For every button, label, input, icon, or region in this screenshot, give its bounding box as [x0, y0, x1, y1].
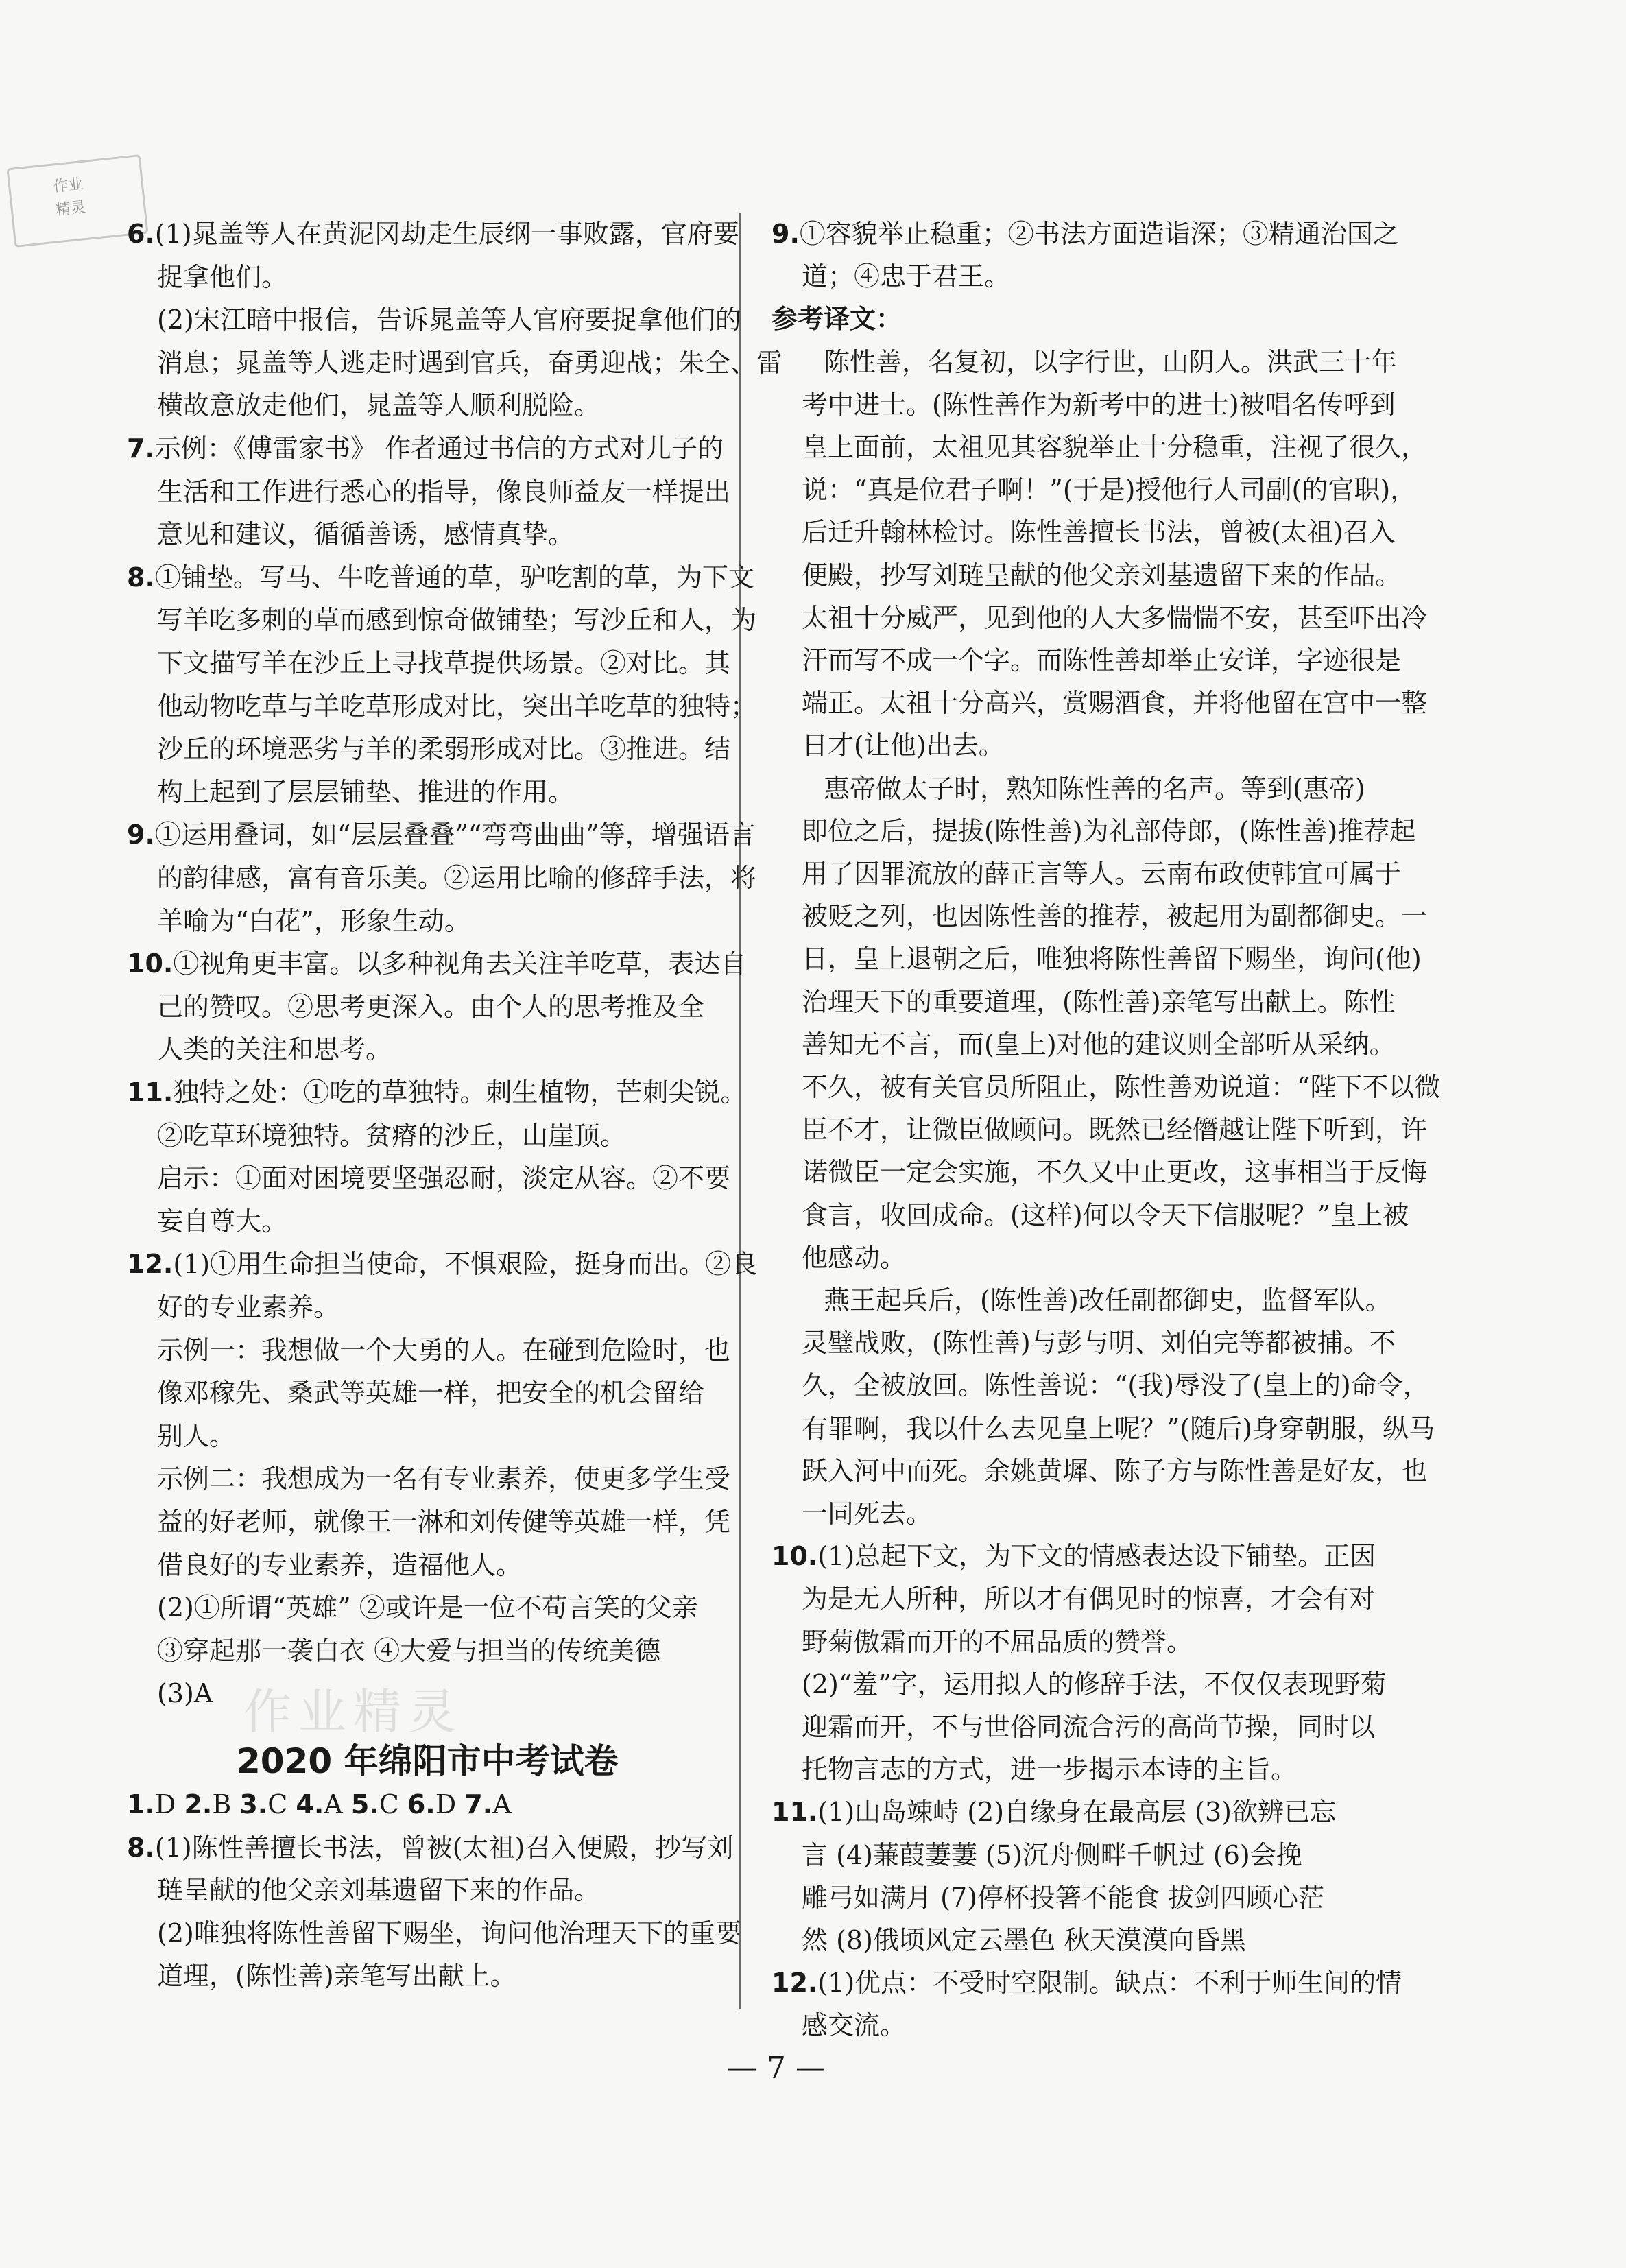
answer-line: (2)①所谓“英雄” ②或许是一位不苟言笑的父亲: [157, 1592, 698, 1623]
right-answer-line: 陈性善，名复初，以字行世，山阴人。洪武三十年: [772, 346, 1398, 377]
exam-answer-line: (2)唯独将陈性善留下赐坐，询问他治理天下的重要: [157, 1918, 741, 1948]
answer-line: 9.①运用叠词，如“层层叠叠”“弯弯曲曲”等，增强语言: [127, 820, 756, 850]
right-answer-line: 即位之后，提拔(陈性善)为礼部侍郎，(陈性善)推荐起: [802, 815, 1416, 846]
right-answer-line: 便殿，抄写刘琏呈献的他父亲刘基遗留下来的作品。: [802, 560, 1402, 590]
stamp-text-1: 作业: [52, 176, 84, 196]
section-title: 2020 年绵阳市中考试卷: [237, 1741, 619, 1781]
right-answer-line: 托物言志的方式，进一步揭示本诗的主旨。: [802, 1754, 1298, 1785]
answer-line: 借良好的专业素养，造福他人。: [157, 1549, 523, 1580]
right-answer-line: 感交流。: [802, 2010, 907, 2041]
right-answer-line: 言 (4)蒹葭萋萋 (5)沉舟侧畔千帆过 (6)会挽: [802, 1839, 1302, 1870]
right-answer-line: 后迁升翰林检讨。陈性善擅长书法，曾被(太祖)召入: [802, 517, 1396, 548]
right-answer-line: 参考译文：: [772, 304, 902, 335]
right-answer-line: 皇上面前，太祖见其容貌举止十分稳重，注视了很久，: [802, 432, 1428, 462]
answer-line: 沙丘的环境恶劣与羊的柔弱形成对比。③推进。结: [157, 734, 731, 765]
right-answer-line: 12.(1)优点：不受时空限制。缺点：不利于师生间的情: [772, 1968, 1402, 1998]
answer-line: ③穿起那一袭白衣 ④大爱与担当的传统美德: [157, 1635, 661, 1666]
answer-line: 8.①铺垫。写马、牛吃普通的草，驴吃割的草，为下文: [127, 562, 754, 593]
answer-line: 好的专业素养。: [157, 1292, 340, 1322]
answer-line: 消息；晁盖等人逃走时遇到官兵，奋勇迎战；朱仝、雷: [157, 347, 783, 378]
right-answer-line: 然 (8)俄顷风定云墨色 秋天漠漠向昏黑: [802, 1925, 1246, 1955]
right-answer-line: 日才(让他)出去。: [802, 730, 1005, 761]
answer-line: 捉拿他们。: [157, 261, 288, 292]
right-answer-line: 他感动。: [802, 1242, 907, 1273]
exam-answer-line: 琏呈献的他父亲刘基遗留下来的作品。: [157, 1875, 601, 1905]
page-number: — 7 —: [727, 2051, 826, 2086]
right-answer-line: 汗而写不成一个字。而陈性善却举止安详，字迹很是: [802, 645, 1402, 676]
answer-line: 生活和工作进行悉心的指导，像良师益友一样提出: [157, 476, 731, 507]
right-answer-line: 野菊傲霜而开的不屈品质的赞誉。: [802, 1626, 1193, 1657]
right-answer-line: 迎霜而开，不与世俗同流合污的高尚节操，同时以: [802, 1712, 1376, 1742]
answer-line: 写羊吃多刺的草而感到惊奇做铺垫；写沙丘和人，为: [157, 605, 757, 636]
right-answer-line: 端正。太祖十分高兴，赏赐酒食，并将他留在宫中一整: [802, 688, 1428, 719]
right-answer-line: 久，全被放回。陈性善说：“(我)辱没了(皇上的)命令，: [802, 1370, 1429, 1401]
answer-line: 下文描写羊在沙丘上寻找草提供场景。②对比。其: [157, 648, 731, 678]
right-answer-line: 臣不才，让微臣做顾问。既然已经僭越让陛下听到，许: [802, 1114, 1428, 1145]
answer-line: 启示：①面对困境要坚强忍耐，淡定从容。②不要: [157, 1163, 731, 1194]
answer-line: 的韵律感，富有音乐美。②运用比喻的修辞手法，将: [157, 863, 757, 893]
answer-line: 益的好老师，就像王一淋和刘传健等英雄一样，凭: [157, 1507, 731, 1537]
right-answer-line: 燕王起兵后，(陈性善)改任副都御史，监督军队。: [772, 1285, 1391, 1315]
answer-line: 6.(1)晁盖等人在黄泥冈劫走生辰纲一事败露，官府要: [127, 219, 739, 249]
right-answer-line: 为是无人所种，所以才有偶见时的惊喜，才会有对: [802, 1584, 1376, 1614]
stamp-text-2: 精灵: [54, 198, 87, 219]
right-answer-line: 被贬之列，也因陈性善的推荐，被起用为副都御史。一: [802, 901, 1428, 932]
right-answer-line: 不久，被有关官员所阻止，陈性善劝说道：“陛下不以微: [802, 1072, 1441, 1102]
answer-line: 别人。: [157, 1420, 236, 1451]
right-answer-line: 10.(1)总起下文，为下文的情感表达设下铺垫。正因: [772, 1541, 1376, 1572]
right-answer-line: 用了因罪流放的薛正言等人。云南布政使韩宜可属于: [802, 859, 1402, 889]
answer-line: 意见和建议，循循善诱，感情真挚。: [157, 519, 575, 550]
answer-line: 示例一：我想做一个大勇的人。在碰到危险时，也: [157, 1335, 731, 1365]
answer-line: 7.示例：《傅雷家书》 作者通过书信的方式对儿子的: [127, 433, 724, 464]
exam-answer-line: 8.(1)陈性善擅长书法，曾被(太祖)召入便殿，抄写刘: [127, 1832, 734, 1863]
answer-line: (3)A: [157, 1678, 213, 1709]
right-answer-line: 说：“真是位君子啊！”(于是)授他行人司副(的官职)，: [802, 475, 1417, 505]
right-answer-line: 诺微臣一定会实施，不久又中止更改，这事相当于反悔: [802, 1157, 1428, 1188]
answer-line: 11.独特之处：①吃的草独特。刺生植物，芒刺尖锐。: [127, 1077, 747, 1108]
answer-line: (2)宋江暗中报信，告诉晁盖等人官府要捉拿他们的: [157, 305, 741, 335]
right-answer-line: 道；④忠于君王。: [802, 261, 1011, 292]
exam-answer-line: 1.D 2.B 3.C 4.A 5.C 6.D 7.A: [127, 1789, 512, 1819]
right-answer-line: 9.①容貌举止稳重；②书法方面造诣深；③精通治国之: [772, 219, 1399, 249]
right-answer-line: 食言，收回成命。(这样)何以令天下信服呢？”皇上被: [802, 1199, 1409, 1230]
answer-line: 妄自尊大。: [157, 1206, 288, 1237]
answer-line: 羊喻为“白花”，形象生动。: [157, 905, 470, 936]
right-answer-line: 有罪啊，我以什么去见皇上呢？”(随后)身穿朝服，纵马: [802, 1413, 1435, 1444]
answer-line: ②吃草环境独特。贫瘠的沙丘，山崖顶。: [157, 1120, 627, 1151]
answer-line: 示例二：我想成为一名有专业素养，使更多学生受: [157, 1464, 731, 1494]
answer-line: 像邓稼先、桑武等英雄一样，把安全的机会留给: [157, 1378, 705, 1409]
right-answer-line: 雕弓如满月 (7)停杯投箸不能食 拔剑四顾心茫: [802, 1882, 1324, 1913]
right-answer-line: 跃入河中而死。余姚黄墀、陈子方与陈性善是好友，也: [802, 1455, 1428, 1486]
right-answer-line: 日，皇上退朝之后，唯独将陈性善留下赐坐，询问(他): [802, 944, 1422, 975]
right-answer-line: 11.(1)山岛竦峙 (2)自缘身在最高层 (3)欲辨已忘: [772, 1797, 1336, 1828]
answer-line: 构上起到了层层铺垫、推进的作用。: [157, 776, 575, 807]
right-answer-line: 考中进士。(陈性善作为新考中的进士)被唱名传呼到: [802, 389, 1396, 420]
watermark: 作业精灵: [243, 1684, 463, 1740]
right-answer-line: (2)“羞”字，运用拟人的修辞手法，不仅仅表现野菊: [802, 1669, 1387, 1699]
right-answer-line: 一同死去。: [802, 1499, 933, 1529]
answer-line: 12.(1)①用生命担当使命，不惧艰险，挺身而出。②良: [127, 1249, 758, 1280]
answer-line: 横故意放走他们，晁盖等人顺利脱险。: [157, 390, 601, 421]
exam-answer-line: 道理，(陈性善)亲笔写出献上。: [157, 1961, 516, 1991]
right-answer-line: 治理天下的重要道理，(陈性善)亲笔写出献上。陈性: [802, 986, 1396, 1017]
answer-line: 己的赞叹。②思考更深入。由个人的思考推及全: [157, 991, 705, 1022]
column-divider: [739, 213, 741, 2009]
answer-line: 他动物吃草与羊吃草形成对比，突出羊吃草的独特；: [157, 691, 757, 721]
right-answer-line: 善知无不言，而(皇上)对他的建议则全部听从采纳。: [802, 1029, 1396, 1060]
right-answer-line: 灵璧战败，(陈性善)与彭与明、刘伯完等都被捕。不: [802, 1328, 1396, 1359]
answer-line: 10.①视角更丰富。以多种视角去关注羊吃草，表达自: [127, 948, 747, 979]
right-answer-line: 惠帝做太子时，熟知陈性善的名声。等到(惠帝): [772, 773, 1365, 804]
right-answer-line: 太祖十分威严，见到他的人大多惴惴不安，甚至吓出冷: [802, 602, 1428, 633]
answer-line: 人类的关注和思考。: [157, 1034, 392, 1065]
